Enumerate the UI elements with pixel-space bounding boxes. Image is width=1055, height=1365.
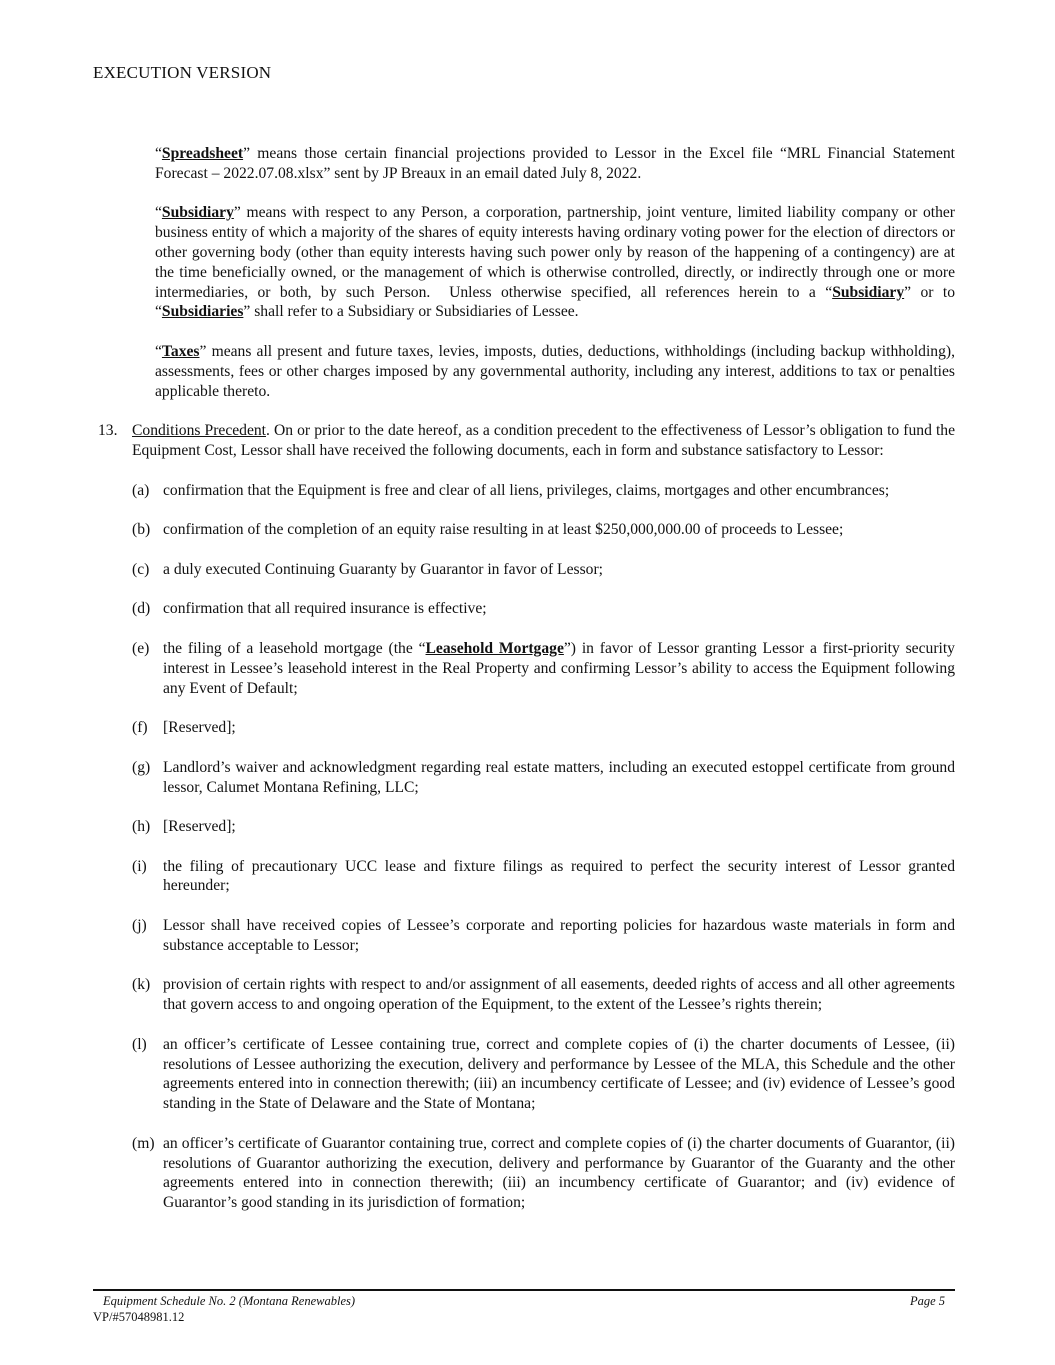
document-header: EXECUTION VERSION <box>93 63 272 82</box>
conditions-list <box>132 481 955 1213</box>
list-item: (g) Landlord’s waiver and acknowledgment regarding real estate matters, including an executed estoppel certificate from ground lessor, Calumet Montana Refining, LLC; <box>132 758 955 796</box>
footer-schedule-title: Equipment Schedule No. 2 (Montana Renewables) <box>103 1294 356 1308</box>
list-item: (f) [Reserved]; <box>132 719 236 737</box>
definition-spreadsheet: “Spreadsheet” means those certain financial projections provided to Lessor in the Excel file “MRL Financial Statement Forecast – 2022.07.08.xlsx” sent by JP Breaux in an email dated July 8, 2022. <box>155 145 955 182</box>
defined-term-reference: Subsidiary <box>832 283 905 301</box>
section-heading: Conditions Precedent <box>132 422 267 440</box>
defined-term: Leasehold Mortgage <box>425 639 564 657</box>
definition-text: means all present and future taxes, levies, imposts, duties, deductions, withholdings (including backup withholding), assessments, fees or other charges imposed by any governmental authority, including any interest, additions to tax or penalties applicable thereto. <box>155 342 955 400</box>
list-item: (k) provision of certain rights with respect to and/or assignment of all easements, deeded rights of access and all other agreements that govern access to and ongoing operation of the Equipment, to the extent of the Lessee’s rights therein; <box>132 976 955 1014</box>
list-item: (j) Lessor shall have received copies of Lessee’s corporate and reporting policies for hazardous waste materials in form and substance acceptable to Lessor; <box>132 917 955 954</box>
definition-text: means with respect to any Person, a corporation, partnership, joint venture, limited liability company or other business entity of which a majority of the shares of equity interests having ordinary voting power for the election of directors or other governing body (other than equity interests having such power only by reason of the happening of a contingency) are at the time beneficially owned, or the management of which is otherwise controlled, directly, or indirectly through one or more intermediaries, or both, by such Person. Unless otherwise specified, all references herein to a “ <box>155 204 955 301</box>
list-item: (m) an officer’s certificate of Guarantor containing true, correct and complete copies of (i) the charter documents of Guarantor, (ii) resolutions of Guarantor authorizing the execution, delivery and performance by Guarantor of the Guaranty and the other agreements entered into in connection therewith; (iii) an incumbency certificate of Guarantor; and (iv) evidence of Guarantor’s good standing in its jurisdiction of formation; <box>132 1134 955 1212</box>
definition-taxes: “Taxes” means all present and future taxes, levies, imposts, duties, deductions, withholdings (including backup withholding), assessments, fees or other charges imposed by any governmental authority, including any interest, additions to tax or penalties applicable thereto. <box>155 342 955 400</box>
definition-text: means those certain financial projections provided to Lessor in the Excel file “MRL Financial Statement Forecast – 2022.07.08.xlsx” sent by JP Breaux in an email dated July 8, 2022. <box>155 145 955 182</box>
defined-term-reference: Subsidiaries <box>161 303 244 321</box>
section-number: 13. <box>98 422 118 440</box>
list-item: (e) the filing of a leasehold mortgage (the “Leasehold Mortgage”) in favor of Lessor granting Lessor a first-priority security interest in Lessee’s leasehold interest in the Real Property and confirming Lessor’s ability to access the Equipment following any Event of Default; <box>132 639 955 697</box>
defined-term: Taxes <box>161 342 200 360</box>
defined-term: Spreadsheet <box>161 145 244 162</box>
footer-page-number: Page 5 <box>909 1294 945 1308</box>
list-item: (i) the filing of precautionary UCC lease and fixture filings as required to perfect the security interest of Lessor granted hereunder; <box>132 857 955 895</box>
list-item: (a) confirmation that the Equipment is free and clear of all liens, privileges, claims, mortgages and other encumbrances; <box>132 481 890 499</box>
list-item: (d) confirmation that all required insurance is effective; <box>132 600 487 618</box>
page-body <box>93 144 955 1233</box>
section-intro: . On or prior to the date hereof, as a condition precedent to the effectiveness of Lessor’s obligation to fund the Equipment Cost, Lessor shall have received the following documents, each in form and substance satisfactory to Lessor: <box>132 422 956 459</box>
section-13 <box>93 421 955 461</box>
list-item: (h) [Reserved]; <box>132 818 236 836</box>
footer-document-id: VP/#57048981.12 <box>93 1310 185 1324</box>
list-item: (b) confirmation of the completion of an equity raise resulting in at least $250,000,000.00 of proceeds to Lessee; <box>132 521 844 539</box>
defined-term: Subsidiary <box>161 204 234 222</box>
list-item: (l) an officer’s certificate of Lessee containing true, correct and complete copies of (i) the charter documents of Lessee, (ii) resolutions of Lessee authorizing the execution, delivery and performance by Lessee of the MLA, this Schedule and the other agreements entered into in connection therewith; (iii) an incumbency certificate of Lessee; and (iv) evidence of Lessee’s good standing in the State of Delaware and the State of Montana; <box>132 1035 955 1113</box>
footer-divider <box>93 1289 955 1291</box>
list-item: (c) a duly executed Continuing Guaranty by Guarantor in favor of Lessor; <box>132 560 603 578</box>
definition-subsidiary: “Subsidiary” means with respect to any Person, a corporation, partnership, joint venture, limited liability company or other business entity of which a majority of the shares of equity interests having ordinary voting power for the election of directors or other governing body (other than equity interests having such power only by reason of the happening of a contingency) are at the time beneficially owned, or the management of which is otherwise controlled, directly, or indirectly through one or more intermediaries, or both, by such Person. Unless otherwise specified, all references herein to a “Subsidiary” or to “Subsidiaries” shall refer to a Subsidiary or Subsidiaries of Lessee. <box>155 204 955 321</box>
